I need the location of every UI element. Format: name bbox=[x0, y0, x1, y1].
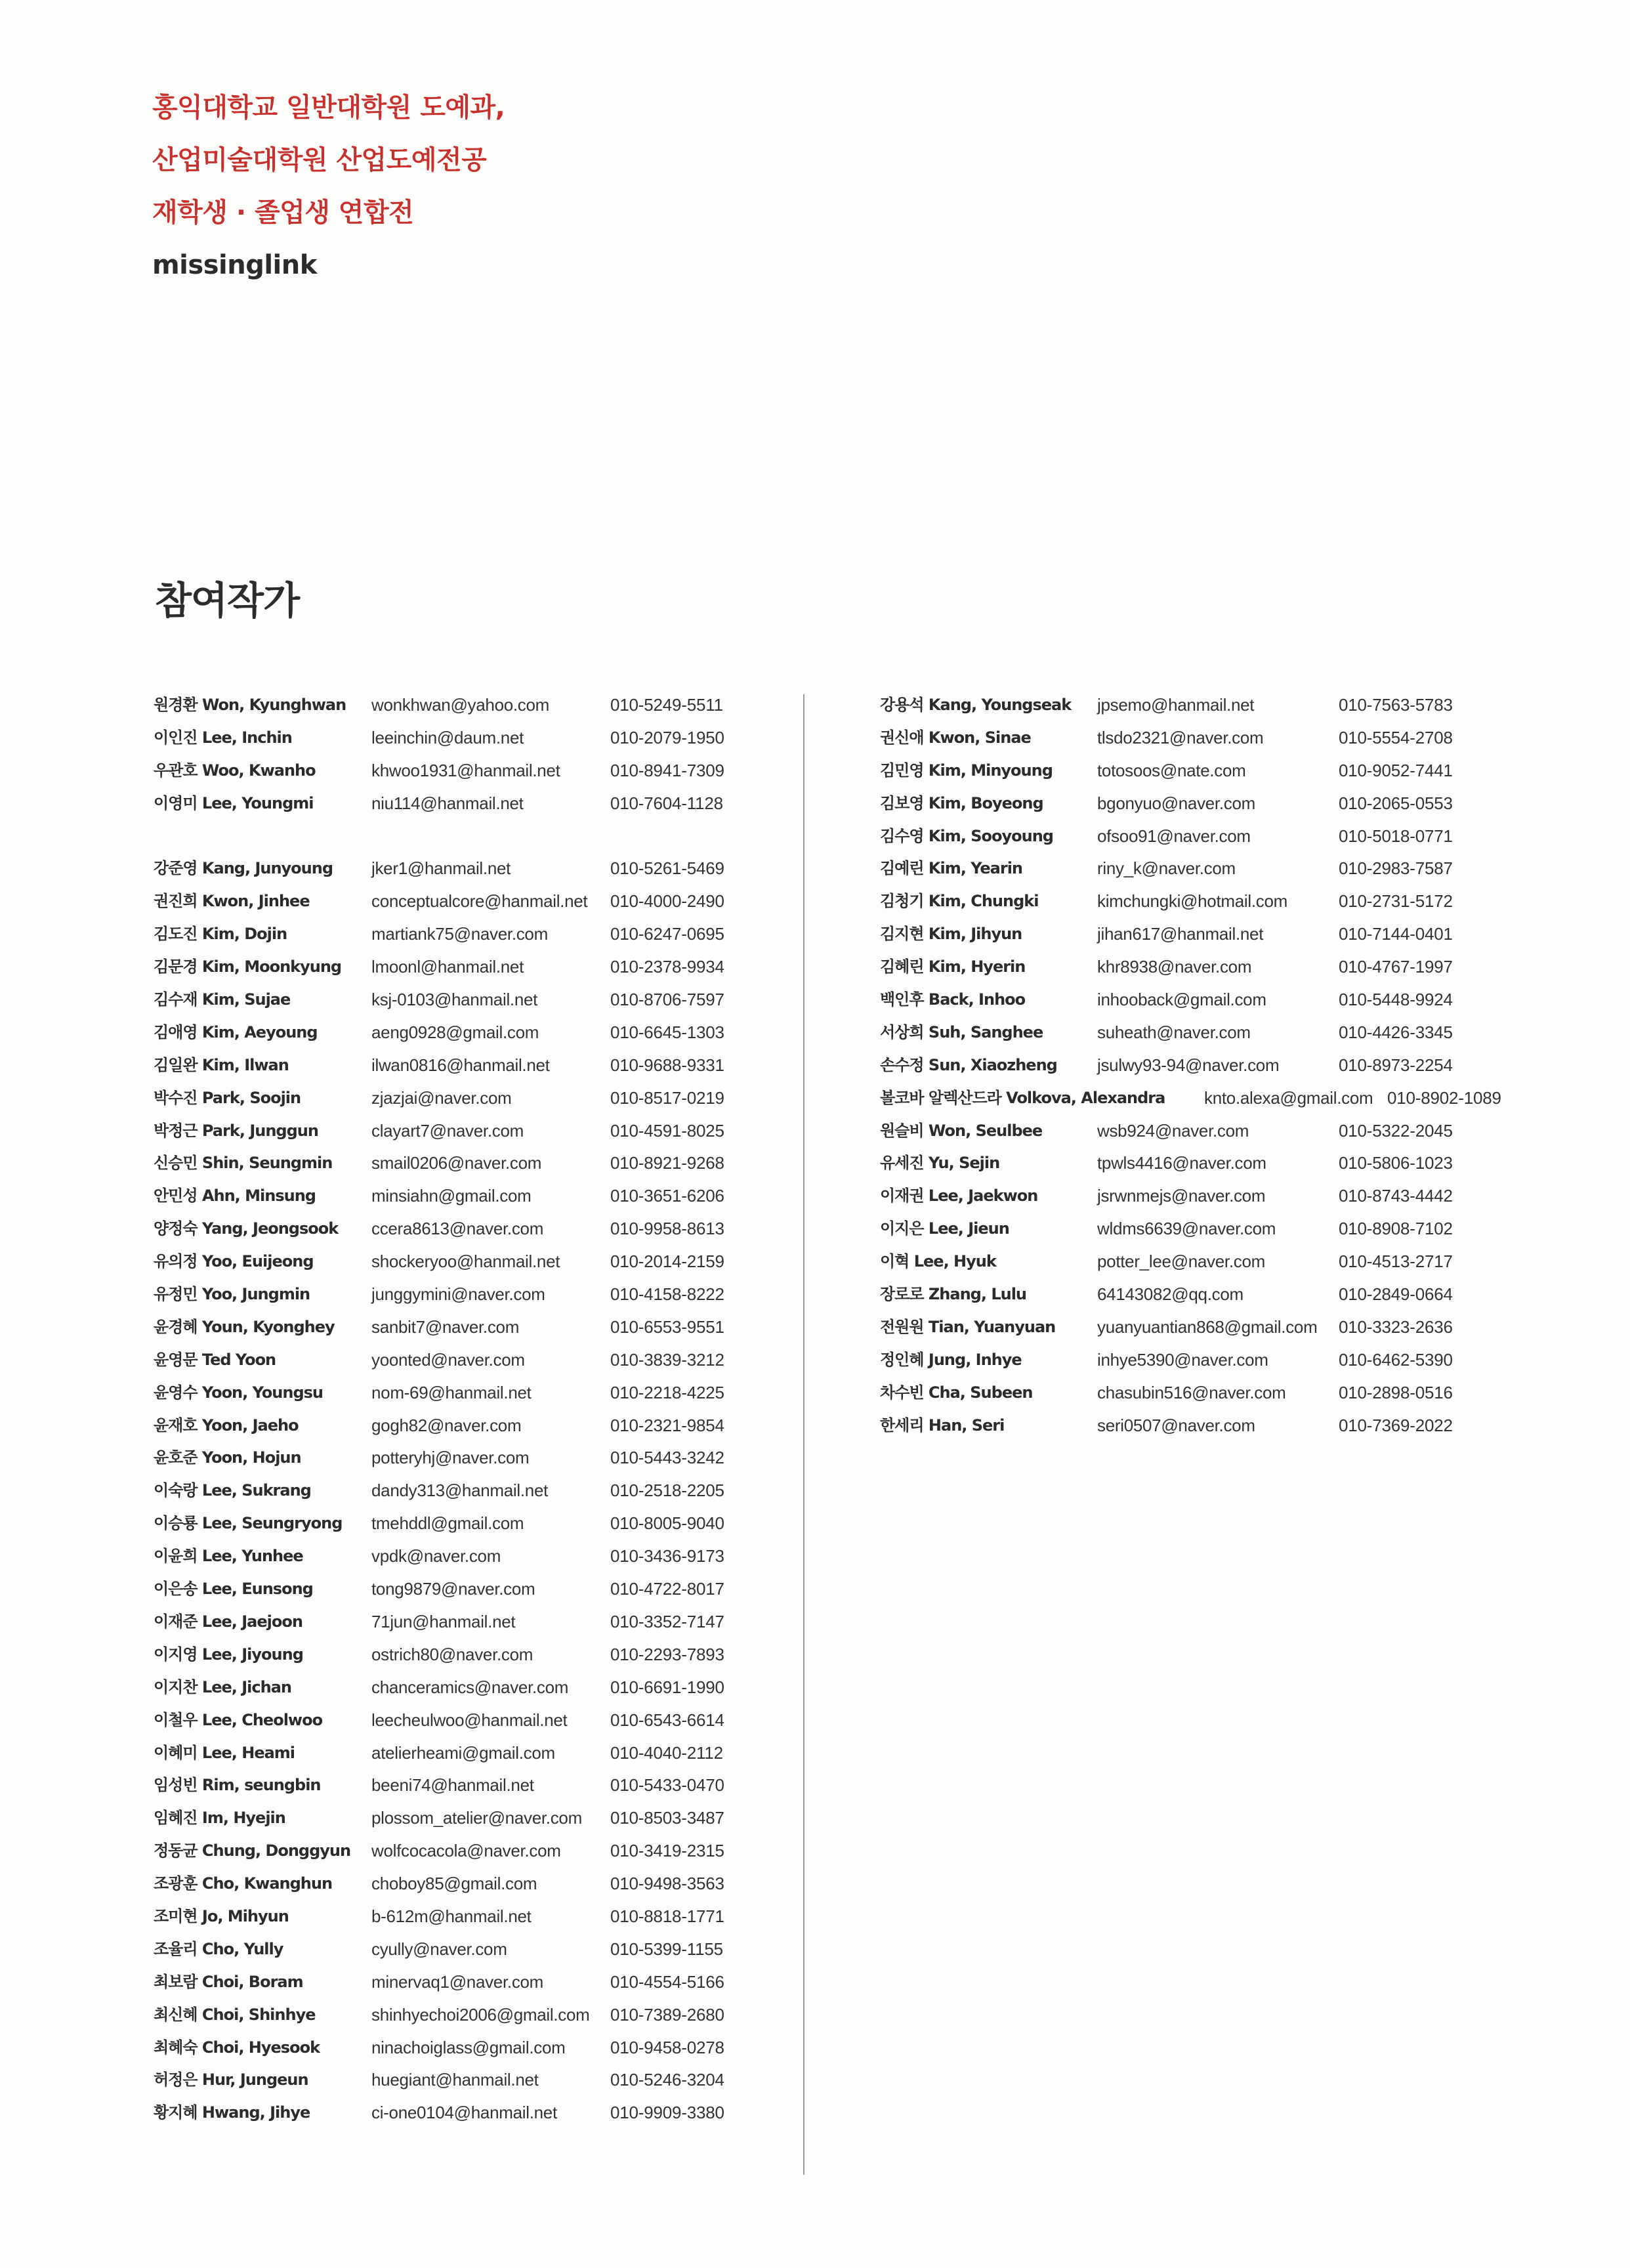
artist-name: 윤경혜 Youn, Kyonghey bbox=[154, 1317, 335, 1336]
artist-row bbox=[880, 1180, 1543, 1213]
artist-email: leeinchin@daum.net bbox=[371, 727, 524, 747]
artist-name: 유정민 Yoo, Jungmin bbox=[154, 1285, 310, 1304]
artist-email: tong9879@naver.com bbox=[371, 1579, 535, 1599]
artist-row bbox=[154, 1573, 731, 1606]
artist-phone: 010-2983-7587 bbox=[1339, 858, 1453, 879]
artist-row bbox=[880, 1213, 1543, 1246]
artist-row bbox=[154, 788, 731, 820]
artist-name: 이승룡 Lee, Seungryong bbox=[154, 1514, 343, 1533]
artist-phone: 010-3651-6206 bbox=[610, 1186, 724, 1206]
artist-phone: 010-3323-2636 bbox=[1339, 1316, 1453, 1337]
artist-phone: 010-5322-2045 bbox=[1339, 1120, 1453, 1141]
artist-list-right bbox=[880, 689, 1543, 1442]
artist-email: gogh82@naver.com bbox=[371, 1415, 522, 1435]
artist-name: 김민영 Kim, Minyoung bbox=[880, 761, 1053, 780]
artist-email: minervaq1@naver.com bbox=[371, 1971, 544, 1992]
artist-phone: 010-6543-6614 bbox=[610, 1710, 724, 1730]
artist-email: choboy85@gmail.com bbox=[371, 1874, 537, 1894]
header-exhibition-type-line: 재학생 · 졸업생 연합전 bbox=[152, 198, 414, 228]
artist-row bbox=[154, 1933, 731, 1966]
artist-email: huegiant@hanmail.net bbox=[371, 2070, 539, 2090]
artist-email: kimchungki@hotmail.com bbox=[1097, 891, 1288, 912]
artist-phone: 010-8908-7102 bbox=[1339, 1219, 1453, 1239]
artist-name: 이숙랑 Lee, Sukrang bbox=[154, 1481, 311, 1500]
artist-row bbox=[880, 1147, 1543, 1180]
artist-row bbox=[154, 1835, 731, 1868]
artist-phone: 010-6645-1303 bbox=[610, 1022, 724, 1042]
artist-email: plossom_atelier@naver.com bbox=[371, 1808, 582, 1828]
group-spacer bbox=[154, 820, 731, 853]
artist-phone: 010-5018-0771 bbox=[1339, 826, 1453, 846]
artist-email: ostrich80@naver.com bbox=[371, 1644, 533, 1664]
artist-email: tmehddl@gmail.com bbox=[371, 1513, 524, 1534]
artist-row bbox=[154, 1475, 731, 1507]
artist-row bbox=[880, 1049, 1543, 1082]
artist-name: 서상희 Suh, Sanghee bbox=[880, 1022, 1043, 1041]
artist-phone: 010-3419-2315 bbox=[610, 1841, 724, 1861]
artist-row bbox=[154, 1180, 731, 1213]
artist-phone: 010-2849-0664 bbox=[1339, 1284, 1453, 1305]
artist-phone: 010-5448-9924 bbox=[1339, 990, 1453, 1010]
artist-row bbox=[154, 1082, 731, 1115]
artist-email: wsb924@naver.com bbox=[1097, 1120, 1249, 1141]
artist-email: inhye5390@naver.com bbox=[1097, 1349, 1268, 1370]
artist-email: jpsemo@hanmail.net bbox=[1097, 695, 1255, 715]
artist-email: totosoos@nate.com bbox=[1097, 760, 1246, 780]
artist-phone: 010-9909-3380 bbox=[610, 2103, 724, 2123]
artist-email: leecheulwoo@hanmail.net bbox=[371, 1710, 568, 1730]
artist-email: suheath@naver.com bbox=[1097, 1022, 1251, 1042]
artist-phone: 010-2321-9854 bbox=[610, 1415, 724, 1435]
artist-row bbox=[880, 1410, 1543, 1442]
artist-row bbox=[154, 755, 731, 788]
artist-email: wonkhwan@yahoo.com bbox=[371, 695, 550, 715]
artist-phone: 010-8902-1089 bbox=[1387, 1087, 1501, 1108]
artist-name: 조광훈 Cho, Kwanghun bbox=[154, 1874, 333, 1893]
artist-email: tlsdo2321@naver.com bbox=[1097, 727, 1264, 747]
artist-phone: 010-4000-2490 bbox=[610, 891, 724, 912]
artist-phone: 010-7563-5783 bbox=[1339, 695, 1453, 715]
artist-name: 김수재 Kim, Sujae bbox=[154, 990, 291, 1009]
artist-phone: 010-2218-4225 bbox=[610, 1382, 724, 1402]
artist-name: 유세진 Yu, Sejin bbox=[880, 1154, 1000, 1173]
artist-name: 김보영 Kim, Boyeong bbox=[880, 793, 1043, 812]
artist-phone: 010-2378-9934 bbox=[610, 957, 724, 977]
artist-phone: 010-2293-7893 bbox=[610, 1644, 724, 1664]
artist-email: nom-69@hanmail.net bbox=[371, 1382, 532, 1402]
artist-email: vpdk@naver.com bbox=[371, 1546, 501, 1566]
exhibition-title: missinglink bbox=[152, 250, 317, 280]
artist-email: ninachoiglass@gmail.com bbox=[371, 2037, 566, 2057]
artist-name: 김청기 Kim, Chungki bbox=[880, 892, 1039, 911]
artist-phone: 010-6553-9551 bbox=[610, 1316, 724, 1337]
artist-phone: 010-5249-5511 bbox=[610, 695, 723, 715]
artist-phone: 010-3436-9173 bbox=[610, 1546, 724, 1566]
artist-email: b-612m@hanmail.net bbox=[371, 1906, 532, 1926]
artist-row bbox=[880, 755, 1543, 788]
artist-email: cyully@naver.com bbox=[371, 1939, 507, 1959]
artist-row bbox=[154, 1311, 731, 1344]
artist-name: 이은송 Lee, Eunsong bbox=[154, 1580, 313, 1599]
artist-phone: 010-2731-5172 bbox=[1339, 891, 1453, 912]
artist-phone: 010-7389-2680 bbox=[610, 2004, 724, 2025]
artist-phone: 010-4426-3345 bbox=[1339, 1022, 1453, 1042]
artist-email: ccera8613@naver.com bbox=[371, 1219, 544, 1239]
artist-name: 이지영 Lee, Jiyoung bbox=[154, 1645, 303, 1664]
artist-phone: 010-3352-7147 bbox=[610, 1611, 724, 1631]
artist-row bbox=[154, 984, 731, 1017]
artist-name: 손수정 Sun, Xiaozheng bbox=[880, 1055, 1057, 1074]
artist-name: 김일완 Kim, Ilwan bbox=[154, 1055, 289, 1074]
artist-row bbox=[154, 1868, 731, 1900]
artist-phone: 010-4158-8222 bbox=[610, 1284, 724, 1305]
artist-email: junggymini@naver.com bbox=[371, 1284, 545, 1305]
artist-phone: 010-8517-0219 bbox=[610, 1087, 724, 1108]
artist-name: 전원원 Tian, Yuanyuan bbox=[880, 1317, 1056, 1336]
artist-name: 이영미 Lee, Youngmi bbox=[154, 793, 314, 812]
artist-email: riny_k@naver.com bbox=[1097, 858, 1236, 879]
artist-email: clayart7@naver.com bbox=[371, 1120, 524, 1141]
artist-name: 정동균 Chung, Donggyun bbox=[154, 1841, 351, 1860]
artist-name: 윤호준 Yoon, Hojun bbox=[154, 1448, 301, 1467]
artist-phone: 010-2065-0553 bbox=[1339, 793, 1453, 813]
artist-name: 조율리 Cho, Yully bbox=[154, 1939, 283, 1958]
artist-email: 71jun@hanmail.net bbox=[371, 1611, 516, 1631]
artist-name: 김혜린 Kim, Hyerin bbox=[880, 957, 1026, 976]
artist-phone: 010-9052-7441 bbox=[1339, 760, 1453, 780]
artist-phone: 010-9958-8613 bbox=[610, 1219, 724, 1239]
artist-email: potteryhj@naver.com bbox=[371, 1448, 530, 1468]
artist-phone: 010-9688-9331 bbox=[610, 1055, 724, 1075]
artist-row bbox=[154, 885, 731, 918]
artist-email: dandy313@hanmail.net bbox=[371, 1480, 549, 1501]
artist-phone: 010-9458-0278 bbox=[610, 2037, 724, 2057]
artist-row bbox=[880, 1115, 1543, 1148]
header-university-line: 홍익대학교 일반대학원 도예과, bbox=[152, 93, 505, 123]
artist-name: 임성빈 Rim, seungbin bbox=[154, 1776, 321, 1795]
artist-email: conceptualcore@hanmail.net bbox=[371, 891, 588, 912]
artist-email: seri0507@naver.com bbox=[1097, 1415, 1255, 1435]
artist-phone: 010-2014-2159 bbox=[610, 1251, 724, 1272]
artist-name: 윤재호 Yoon, Jaeho bbox=[154, 1416, 299, 1435]
artist-name: 이혁 Lee, Hyuk bbox=[880, 1252, 996, 1271]
artist-phone: 010-6691-1990 bbox=[610, 1677, 724, 1697]
artist-name: 임혜진 Im, Hyejin bbox=[154, 1809, 285, 1828]
artist-email: atelierheami@gmail.com bbox=[371, 1742, 555, 1763]
artist-name: 김도진 Kim, Dojin bbox=[154, 925, 287, 944]
artist-phone: 010-9498-3563 bbox=[610, 1874, 724, 1894]
artist-phone: 010-4040-2112 bbox=[610, 1742, 723, 1763]
artist-row bbox=[880, 1246, 1543, 1278]
artist-email: ksj-0103@hanmail.net bbox=[371, 990, 538, 1010]
artist-row bbox=[880, 984, 1543, 1017]
artist-email: knto.alexa@gmail.com bbox=[1204, 1087, 1373, 1108]
artist-name: 이재준 Lee, Jaejoon bbox=[154, 1612, 303, 1631]
artist-row bbox=[154, 951, 731, 984]
artist-row bbox=[154, 1147, 731, 1180]
artist-phone: 010-8973-2254 bbox=[1339, 1055, 1453, 1075]
artist-name: 우관호 Woo, Kwanho bbox=[154, 761, 316, 780]
artist-row bbox=[880, 722, 1543, 755]
artist-row bbox=[880, 1344, 1543, 1377]
artist-phone: 010-3839-3212 bbox=[610, 1349, 724, 1370]
artist-phone: 010-7369-2022 bbox=[1339, 1415, 1453, 1435]
artist-name: 양정숙 Yang, Jeongsook bbox=[154, 1219, 339, 1238]
artist-email: wldms6639@naver.com bbox=[1097, 1219, 1276, 1239]
artist-email: bgonyuo@naver.com bbox=[1097, 793, 1255, 813]
artist-name: 김지현 Kim, Jihyun bbox=[880, 925, 1022, 944]
artist-row bbox=[154, 2097, 731, 2130]
artist-row bbox=[154, 1344, 731, 1377]
artist-row bbox=[880, 1377, 1543, 1410]
artist-name: 권신애 Kwon, Sinae bbox=[880, 728, 1031, 747]
artist-row bbox=[880, 852, 1543, 885]
artist-row bbox=[154, 1639, 731, 1671]
artist-name: 이재권 Lee, Jaekwon bbox=[880, 1186, 1038, 1206]
exhibition-header bbox=[152, 81, 505, 291]
artist-name: 원경환 Won, Kyunghwan bbox=[154, 696, 346, 714]
artist-email: jihan617@hanmail.net bbox=[1097, 924, 1264, 944]
artist-name: 원슬비 Won, Seulbee bbox=[880, 1121, 1043, 1140]
artist-email: ilwan0816@hanmail.net bbox=[371, 1055, 550, 1075]
artist-row bbox=[154, 1540, 731, 1573]
artist-email: beeni74@hanmail.net bbox=[371, 1775, 534, 1796]
artist-phone: 010-8941-7309 bbox=[610, 760, 724, 780]
artist-email: chasubin516@naver.com bbox=[1097, 1382, 1286, 1402]
artist-phone: 010-4513-2717 bbox=[1339, 1251, 1453, 1272]
artist-name: 김애영 Kim, Aeyoung bbox=[154, 1022, 318, 1041]
artist-phone: 010-2518-2205 bbox=[610, 1480, 724, 1501]
artist-row bbox=[154, 1377, 731, 1410]
artist-email: lmoonl@hanmail.net bbox=[371, 957, 524, 977]
artist-name: 이인진 Lee, Inchin bbox=[154, 728, 292, 747]
artist-row bbox=[154, 722, 731, 755]
artist-row bbox=[154, 1737, 731, 1770]
artist-row bbox=[154, 918, 731, 951]
artist-row bbox=[880, 885, 1543, 918]
artist-row bbox=[154, 1017, 731, 1049]
artist-email: chanceramics@naver.com bbox=[371, 1677, 569, 1697]
artist-name: 김예린 Kim, Yearin bbox=[880, 859, 1023, 878]
artist-row bbox=[154, 1769, 731, 1802]
artist-row bbox=[154, 689, 731, 722]
artist-name: 박수진 Park, Soojin bbox=[154, 1088, 301, 1107]
artist-name: 볼코바 알렉산드라 Volkova, Alexandra bbox=[880, 1088, 1165, 1107]
artist-email: sanbit7@naver.com bbox=[371, 1316, 520, 1337]
artist-row bbox=[880, 1278, 1543, 1311]
artist-row bbox=[154, 1213, 731, 1246]
artist-email: inhooback@gmail.com bbox=[1097, 990, 1266, 1010]
artist-row bbox=[880, 1082, 1543, 1115]
artist-phone: 010-8743-4442 bbox=[1339, 1186, 1453, 1206]
artist-row bbox=[880, 1311, 1543, 1344]
header-graduate-school-line: 산업미술대학원 산업도예전공 bbox=[152, 145, 487, 175]
artist-row bbox=[154, 2032, 731, 2065]
artist-phone: 010-6247-0695 bbox=[610, 924, 724, 944]
artist-name: 유의정 Yoo, Euijeong bbox=[154, 1252, 314, 1271]
artist-email: yuanyuantian868@gmail.com bbox=[1097, 1316, 1318, 1337]
artist-phone: 010-8818-1771 bbox=[610, 1906, 724, 1926]
artist-email: ofsoo91@naver.com bbox=[1097, 826, 1251, 846]
artist-name: 차수빈 Cha, Subeen bbox=[880, 1383, 1033, 1402]
artist-email: shinhyechoi2006@gmail.com bbox=[371, 2004, 590, 2025]
artist-phone: 010-6462-5390 bbox=[1339, 1349, 1453, 1370]
artist-row bbox=[154, 1115, 731, 1148]
artist-phone: 010-8706-7597 bbox=[610, 990, 724, 1010]
artist-email: niu114@hanmail.net bbox=[371, 793, 524, 813]
artist-name: 김문경 Kim, Moonkyung bbox=[154, 957, 342, 976]
artist-name: 이혜미 Lee, Heami bbox=[154, 1743, 295, 1762]
artist-row bbox=[154, 1442, 731, 1475]
artist-email: ci-one0104@hanmail.net bbox=[371, 2103, 557, 2123]
artist-name: 백인후 Back, Inhoo bbox=[880, 990, 1026, 1009]
column-divider bbox=[803, 694, 805, 2175]
artist-email: martiank75@naver.com bbox=[371, 924, 548, 944]
artist-email: wolfcocacola@naver.com bbox=[371, 1841, 561, 1861]
artist-name: 안민성 Ahn, Minsung bbox=[154, 1186, 316, 1206]
artist-row bbox=[880, 918, 1543, 951]
artist-name: 박정근 Park, Junggun bbox=[154, 1121, 318, 1140]
artist-row bbox=[154, 1999, 731, 2032]
artist-row bbox=[154, 1278, 731, 1311]
artist-row bbox=[154, 1671, 731, 1704]
artist-phone: 010-7604-1128 bbox=[610, 793, 723, 813]
artist-phone: 010-2079-1950 bbox=[610, 727, 724, 747]
artist-name: 강용석 Kang, Youngseak bbox=[880, 696, 1072, 714]
artist-phone: 010-5433-0470 bbox=[610, 1775, 724, 1796]
artist-email: khr8938@naver.com bbox=[1097, 957, 1252, 977]
artist-phone: 010-7144-0401 bbox=[1339, 924, 1453, 944]
artist-name: 윤영문 Ted Yoon bbox=[154, 1350, 276, 1369]
artist-phone: 010-5806-1023 bbox=[1339, 1153, 1453, 1173]
artist-name: 이윤희 Lee, Yunhee bbox=[154, 1547, 303, 1566]
artist-name: 최신혜 Choi, Shinhye bbox=[154, 2005, 316, 2024]
artist-phone: 010-4722-8017 bbox=[610, 1579, 724, 1599]
artist-row bbox=[154, 1900, 731, 1933]
artist-name: 김수영 Kim, Sooyoung bbox=[880, 826, 1053, 845]
artist-name: 강준영 Kang, Junyoung bbox=[154, 859, 333, 878]
artist-name: 한세리 Han, Seri bbox=[880, 1416, 1005, 1435]
artist-phone: 010-4767-1997 bbox=[1339, 957, 1453, 977]
artist-name: 신승민 Shin, Seungmin bbox=[154, 1154, 333, 1173]
artist-name: 장로로 Zhang, Lulu bbox=[880, 1285, 1027, 1304]
artist-row bbox=[154, 2064, 731, 2097]
artist-row bbox=[880, 788, 1543, 820]
artist-phone: 010-5399-1155 bbox=[610, 1939, 723, 1959]
artist-row bbox=[154, 1507, 731, 1540]
artist-phone: 010-2898-0516 bbox=[1339, 1382, 1453, 1402]
artist-email: minsiahn@gmail.com bbox=[371, 1186, 532, 1206]
artist-phone: 010-5443-3242 bbox=[610, 1448, 724, 1468]
artist-email: khwoo1931@hanmail.net bbox=[371, 760, 560, 780]
artist-row bbox=[154, 1966, 731, 1999]
artist-name: 최혜숙 Choi, Hyesook bbox=[154, 2038, 320, 2057]
artist-list-left bbox=[154, 689, 731, 2130]
artist-phone: 010-8503-3487 bbox=[610, 1808, 724, 1828]
artist-email: potter_lee@naver.com bbox=[1097, 1251, 1265, 1272]
artist-row bbox=[154, 1802, 731, 1835]
artist-phone: 010-8005-9040 bbox=[610, 1513, 724, 1534]
artist-row bbox=[154, 1049, 731, 1082]
artist-phone: 010-5261-5469 bbox=[610, 858, 724, 879]
artist-name: 이철우 Lee, Cheolwoo bbox=[154, 1710, 323, 1729]
artist-email: jker1@hanmail.net bbox=[371, 858, 511, 879]
artist-phone: 010-8921-9268 bbox=[610, 1153, 724, 1173]
artist-row bbox=[154, 852, 731, 885]
artist-phone: 010-4591-8025 bbox=[610, 1120, 724, 1141]
artist-email: zjazjai@naver.com bbox=[371, 1087, 512, 1108]
artist-name: 조미현 Jo, Mihyun bbox=[154, 1906, 289, 1925]
artist-email: tpwls4416@naver.com bbox=[1097, 1153, 1266, 1173]
artist-name: 권진희 Kwon, Jinhee bbox=[154, 892, 310, 911]
artist-email: shockeryoo@hanmail.net bbox=[371, 1251, 560, 1272]
artist-row bbox=[880, 689, 1543, 722]
artist-name: 정인혜 Jung, Inhye bbox=[880, 1350, 1022, 1369]
artist-email: jsrwnmejs@naver.com bbox=[1097, 1186, 1266, 1206]
artist-name: 최보람 Choi, Boram bbox=[154, 1972, 303, 1991]
artist-email: aeng0928@gmail.com bbox=[371, 1022, 539, 1042]
artist-row bbox=[880, 820, 1543, 853]
artist-row bbox=[154, 1410, 731, 1442]
artist-email: jsulwy93-94@naver.com bbox=[1097, 1055, 1280, 1075]
artist-phone: 010-5554-2708 bbox=[1339, 727, 1453, 747]
artist-name: 황지혜 Hwang, Jihye bbox=[154, 2103, 310, 2122]
artist-row bbox=[880, 951, 1543, 984]
artist-phone: 010-5246-3204 bbox=[610, 2070, 724, 2090]
artist-email: smail0206@naver.com bbox=[371, 1153, 542, 1173]
participating-artists-heading: 참여작가 bbox=[155, 578, 300, 623]
artist-email: yoonted@naver.com bbox=[371, 1349, 525, 1370]
artist-row bbox=[880, 1017, 1543, 1049]
artist-name: 이지찬 Lee, Jichan bbox=[154, 1677, 291, 1696]
artist-row bbox=[154, 1704, 731, 1737]
artist-name: 허정은 Hur, Jungeun bbox=[154, 2070, 308, 2090]
artist-row bbox=[154, 1246, 731, 1278]
artist-name: 윤영수 Yoon, Youngsu bbox=[154, 1383, 324, 1402]
artist-phone: 010-4554-5166 bbox=[610, 1971, 724, 1992]
artist-name: 이지은 Lee, Jieun bbox=[880, 1219, 1009, 1238]
artist-email: 64143082@qq.com bbox=[1097, 1284, 1243, 1305]
artist-row bbox=[154, 1606, 731, 1639]
